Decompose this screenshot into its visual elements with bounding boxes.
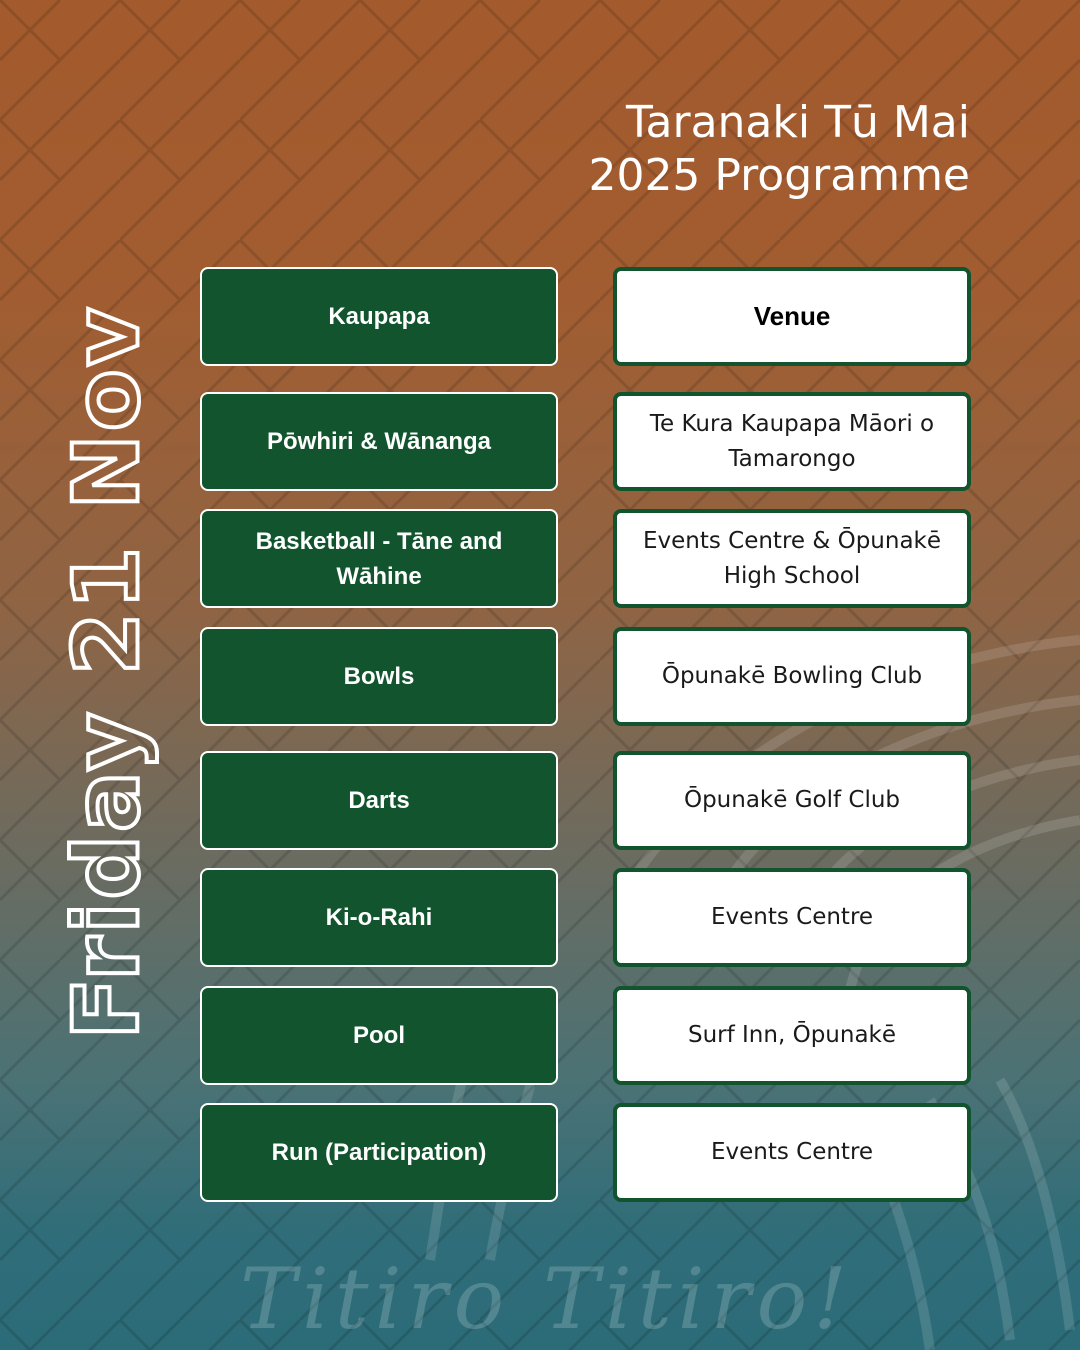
venue-cell: Events Centre <box>613 868 971 967</box>
event-cell: Bowls <box>200 627 558 726</box>
event-cell: Basketball - Tāne and Wāhine <box>200 509 558 608</box>
event-cell: Darts <box>200 751 558 850</box>
event-cell: Ki-o-Rahi <box>200 868 558 967</box>
column-header-venue: Venue <box>613 267 971 366</box>
venue-cell: Te Kura Kaupapa Māori o Tamarongo <box>613 392 971 491</box>
venue-cell: Events Centre & Ōpunakē High School <box>613 509 971 608</box>
page-title <box>588 96 970 202</box>
venue-cell: Ōpunakē Golf Club <box>613 751 971 850</box>
column-header-kaupapa: Kaupapa <box>200 267 558 366</box>
event-cell: Pōwhiri & Wānanga <box>200 392 558 491</box>
watermark-script: Titiro Titiro! <box>240 1250 853 1348</box>
side-date-label: Friday 21 Nov <box>54 304 160 1040</box>
venue-cell: Ōpunakē Bowling Club <box>613 627 971 726</box>
venue-cell: Events Centre <box>613 1103 971 1202</box>
title-line-2: 2025 Programme <box>588 150 970 201</box>
title-line-1: Taranaki Tū Mai <box>625 97 970 148</box>
venue-cell: Surf Inn, Ōpunakē <box>613 986 971 1085</box>
event-cell: Run (Participation) <box>200 1103 558 1202</box>
event-cell: Pool <box>200 986 558 1085</box>
